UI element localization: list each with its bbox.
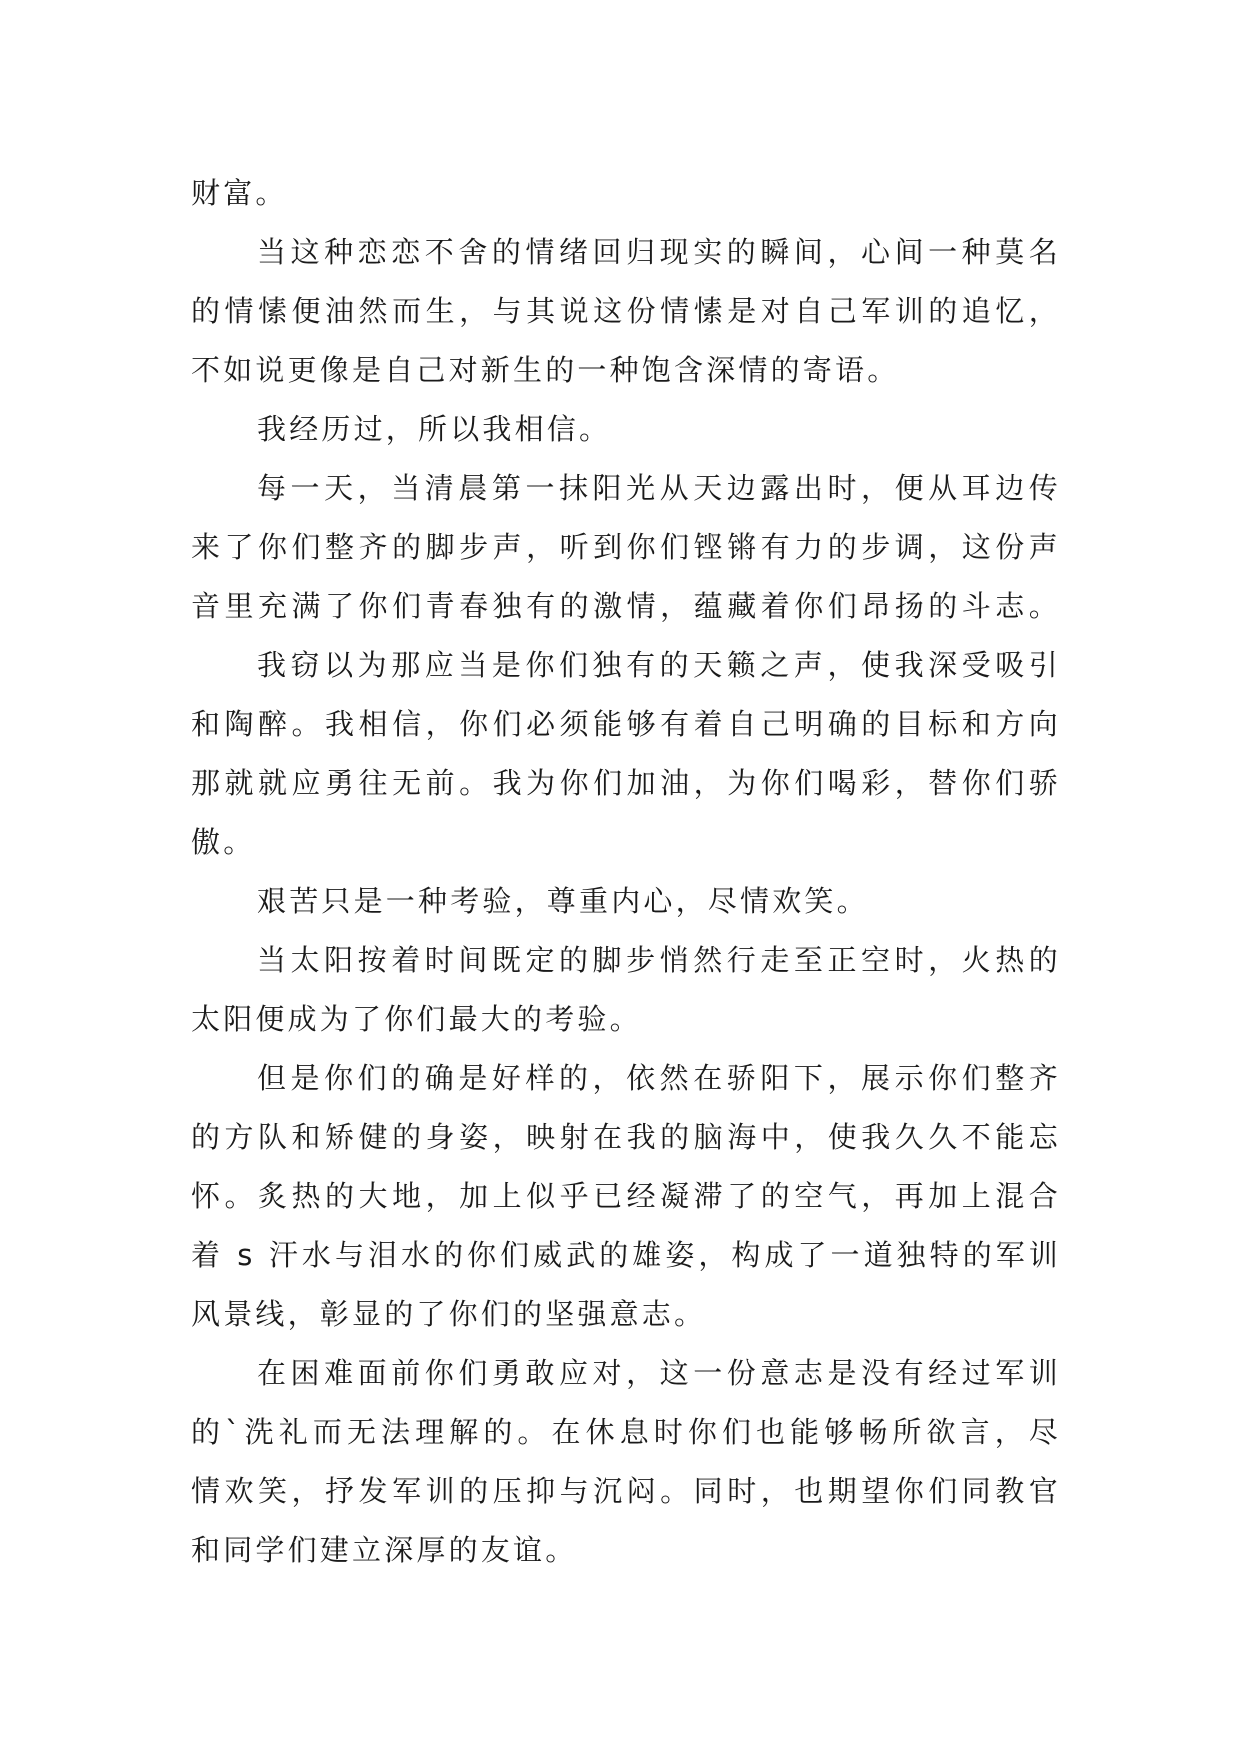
text-line: 不如说更像是自己对新生的一种饱含深情的寄语。 <box>191 353 900 387</box>
text-line: 傲。 <box>191 825 256 859</box>
text-line: 在困难面前你们勇敢应对，这一份意志是没有经过军训 <box>257 1356 1061 1390</box>
text-line: 的方队和矫健的身姿，映射在我的脑海中，使我久久不能忘 <box>191 1120 1061 1154</box>
text-line: 我窃以为那应当是你们独有的天籁之声，使我深受吸引 <box>257 648 1061 682</box>
text-line: 艰苦只是一种考验，尊重内心，尽情欢笑。 <box>257 884 869 918</box>
document-body <box>191 164 1061 1580</box>
text-line: 和同学们建立深厚的友谊。 <box>191 1533 578 1567</box>
text-line: 的情愫便油然而生，与其说这份情愫是对自己军训的追忆， <box>191 294 1061 328</box>
text-line: 我经历过，所以我相信。 <box>257 412 612 446</box>
text-line: 那就就应勇往无前。我为你们加油，为你们喝彩，替你们骄 <box>191 766 1061 800</box>
text-line: 情欢笑，抒发军训的压抑与沉闷。同时，也期望你们同教官 <box>191 1474 1061 1508</box>
text-line: 但是你们的确是好样的，依然在骄阳下，展示你们整齐 <box>257 1061 1061 1095</box>
text-line: 来了你们整齐的脚步声，听到你们铿锵有力的步调，这份声 <box>191 530 1061 564</box>
text-line: 当太阳按着时间既定的脚步悄然行走至正空时，火热的 <box>257 943 1061 977</box>
text-line: 当这种恋恋不舍的情绪回归现实的瞬间，心间一种莫名 <box>257 235 1061 269</box>
text-line: 太阳便成为了你们最大的考验。 <box>191 1002 642 1036</box>
text-line: 和陶醉。我相信，你们必须能够有着自己明确的目标和方向 <box>191 707 1061 741</box>
text-line: 音里充满了你们青春独有的激情，蕴藏着你们昂扬的斗志。 <box>191 589 1061 623</box>
text-line: 怀。炙热的大地，加上似乎已经凝滞了的空气，再加上混合 <box>191 1179 1061 1213</box>
text-line: 每一天，当清晨第一抹阳光从天边露出时，便从耳边传 <box>257 471 1061 505</box>
text-line: 风景线，彰显的了你们的坚强意志。 <box>191 1297 707 1331</box>
text-line: 着 s 汗水与泪水的你们威武的雄姿，构成了一道独特的军训 <box>191 1238 1061 1272</box>
text-line: 财富。 <box>191 176 288 210</box>
text-line: 的`洗礼而无法理解的。在休息时你们也能够畅所欲言，尽 <box>191 1415 1061 1449</box>
